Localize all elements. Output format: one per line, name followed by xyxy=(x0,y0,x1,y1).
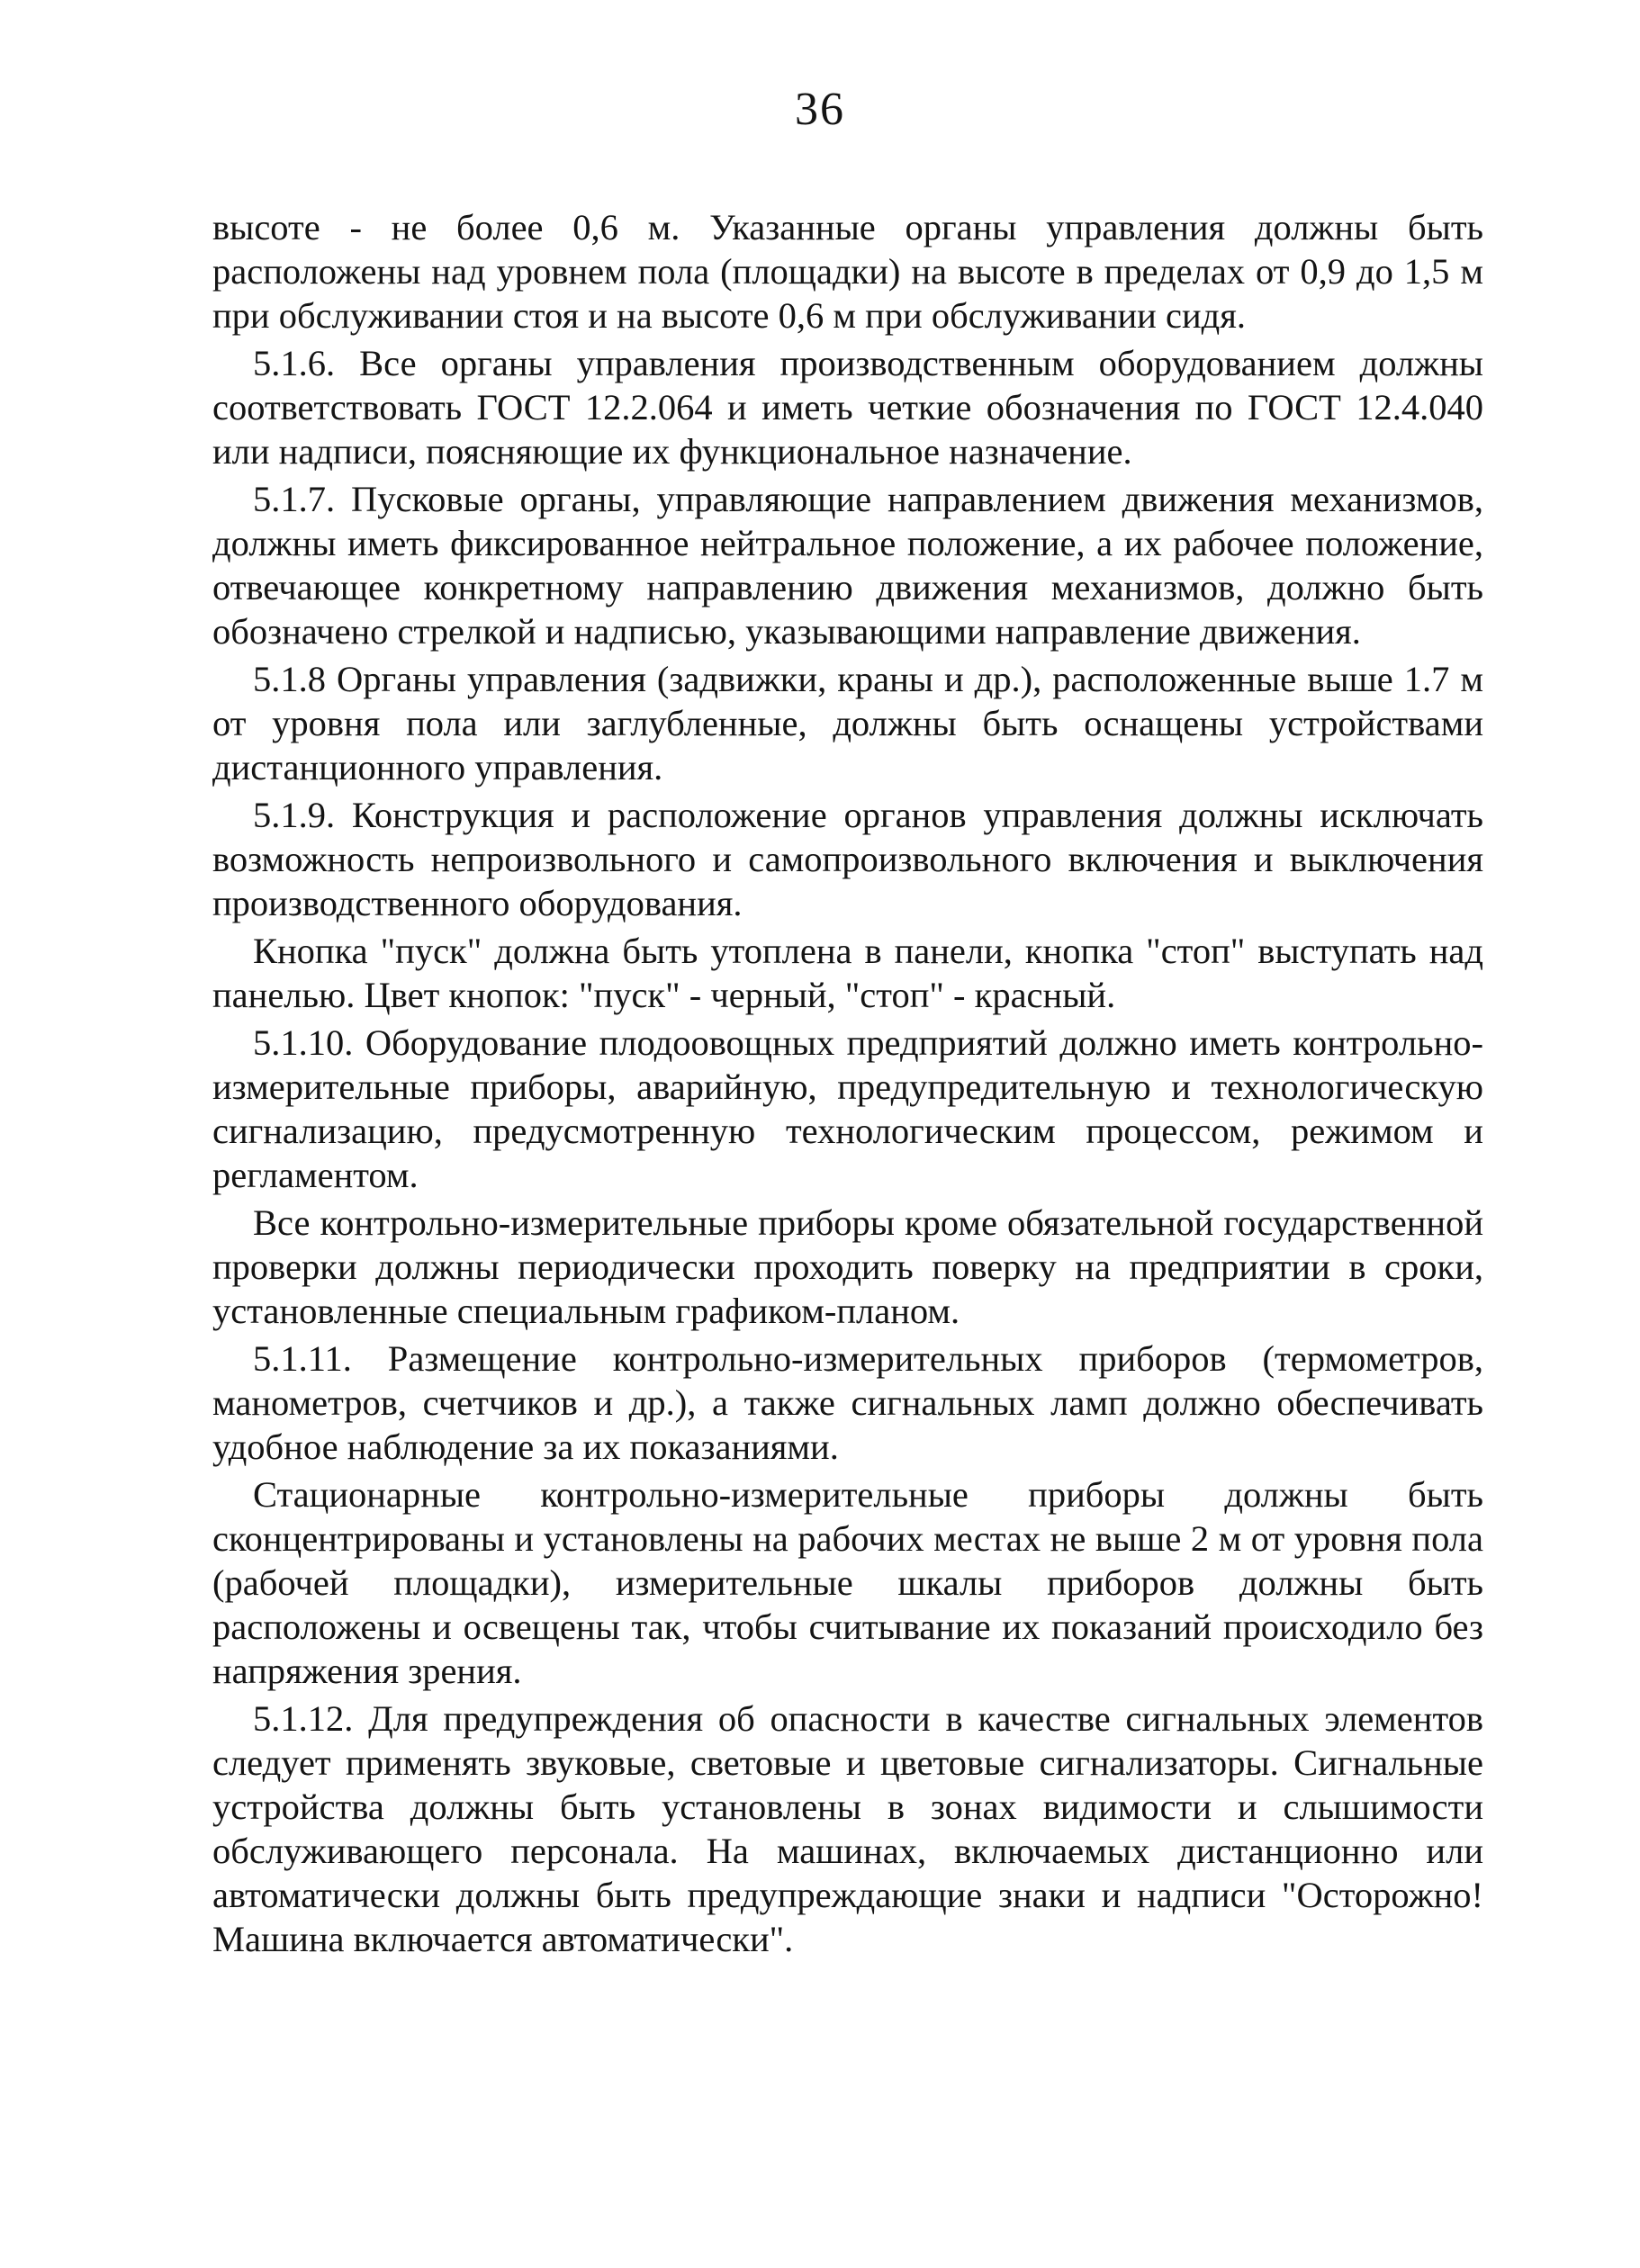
page-number: 36 xyxy=(795,84,845,135)
paragraph-5-1-8: 5.1.8 Органы управления (задвижки, краны и др.), расположенные выше 1.7 м от уровня пола или заглубленные, должны быть оснащены устройствами дистанционного управления. xyxy=(212,659,1483,788)
document-body xyxy=(212,205,1483,1961)
paragraph-5-1-11: 5.1.11. Размещение контрольно-измерительных приборов (термометров, манометров, счетчиков и др.), а также сигнальных ламп должно обеспечивать удобное наблюдение за их показаниями. xyxy=(212,1338,1483,1467)
paragraph-continuation: высоте - не более 0,6 м. Указанные органы управления должны быть расположены над уровнем пола (площадки) на высоте в пределах от 0,9 до 1,5 м при обслуживании стоя и на высоте 0,6 м при обслуживании сидя. xyxy=(212,207,1483,336)
paragraph-5-1-10: 5.1.10. Оборудование плодоовощных предприятий должно иметь контрольно-измерительные приборы, аварийную, предупредительную и технологическую сигнализацию, предусмотренную технологическим процессом, режимом и регламентом. xyxy=(212,1022,1483,1195)
page-bottom-margin xyxy=(0,2070,1640,2071)
paragraph-5-1-6: 5.1.6. Все органы управления производственным оборудованием должны соответствовать ГОСТ 12.2.064 и иметь четкие обозначения по ГОСТ 12.4.040 или надписи, поясняющие их функциональное назначение. xyxy=(212,343,1483,472)
paragraph-5-1-7: 5.1.7. Пусковые органы, управляющие направлением движения механизмов, должны иметь фиксированное нейтральное положение, а их рабочее положение, отвечающее конкретному направлению движения механизмов, должно быть обозначено стрелкой и надписью, указывающими направление движения. xyxy=(212,479,1483,652)
paragraph-5-1-12: 5.1.12. Для предупреждения об опасности в качестве сигнальных элементов следует применять звуковые, световые и цветовые сигнализаторы. Сигнальные устройства должны быть установлены в зонах видимости и слышимости обслуживающего персонала. На машинах, включаемых дистанционно или автоматически должны быть предупреждающие знаки и надписи "Осторожно! Машина включается автоматически". xyxy=(212,1698,1483,1959)
paragraph-stationary-instruments: Стационарные контрольно-измерительные приборы должны быть сконцентрированы и установлены на рабочих местах не выше 2 м от уровня пола (рабочей площадки), измерительные шкалы приборов должны быть расположены и освещены так, чтобы считывание их показаний происходило без напряжения зрения. xyxy=(212,1474,1483,1691)
paragraph-buttons: Кнопка "пуск" должна быть утоплена в панели, кнопка "стоп" выступать над панелью. Цвет кнопок: "пуск" - черный, "стоп" - красный. xyxy=(212,931,1483,1015)
paragraph-5-1-9: 5.1.9. Конструкция и расположение органов управления должны исключать возможность непроизвольного и самопроизвольного включения и выключения производственного оборудования. xyxy=(212,795,1483,923)
paragraph-instruments-check: Все контрольно-измерительные приборы кроме обязательной государственной проверки должны периодически проходить поверку на предприятии в сроки, установленные специальным графиком-планом. xyxy=(212,1202,1483,1331)
